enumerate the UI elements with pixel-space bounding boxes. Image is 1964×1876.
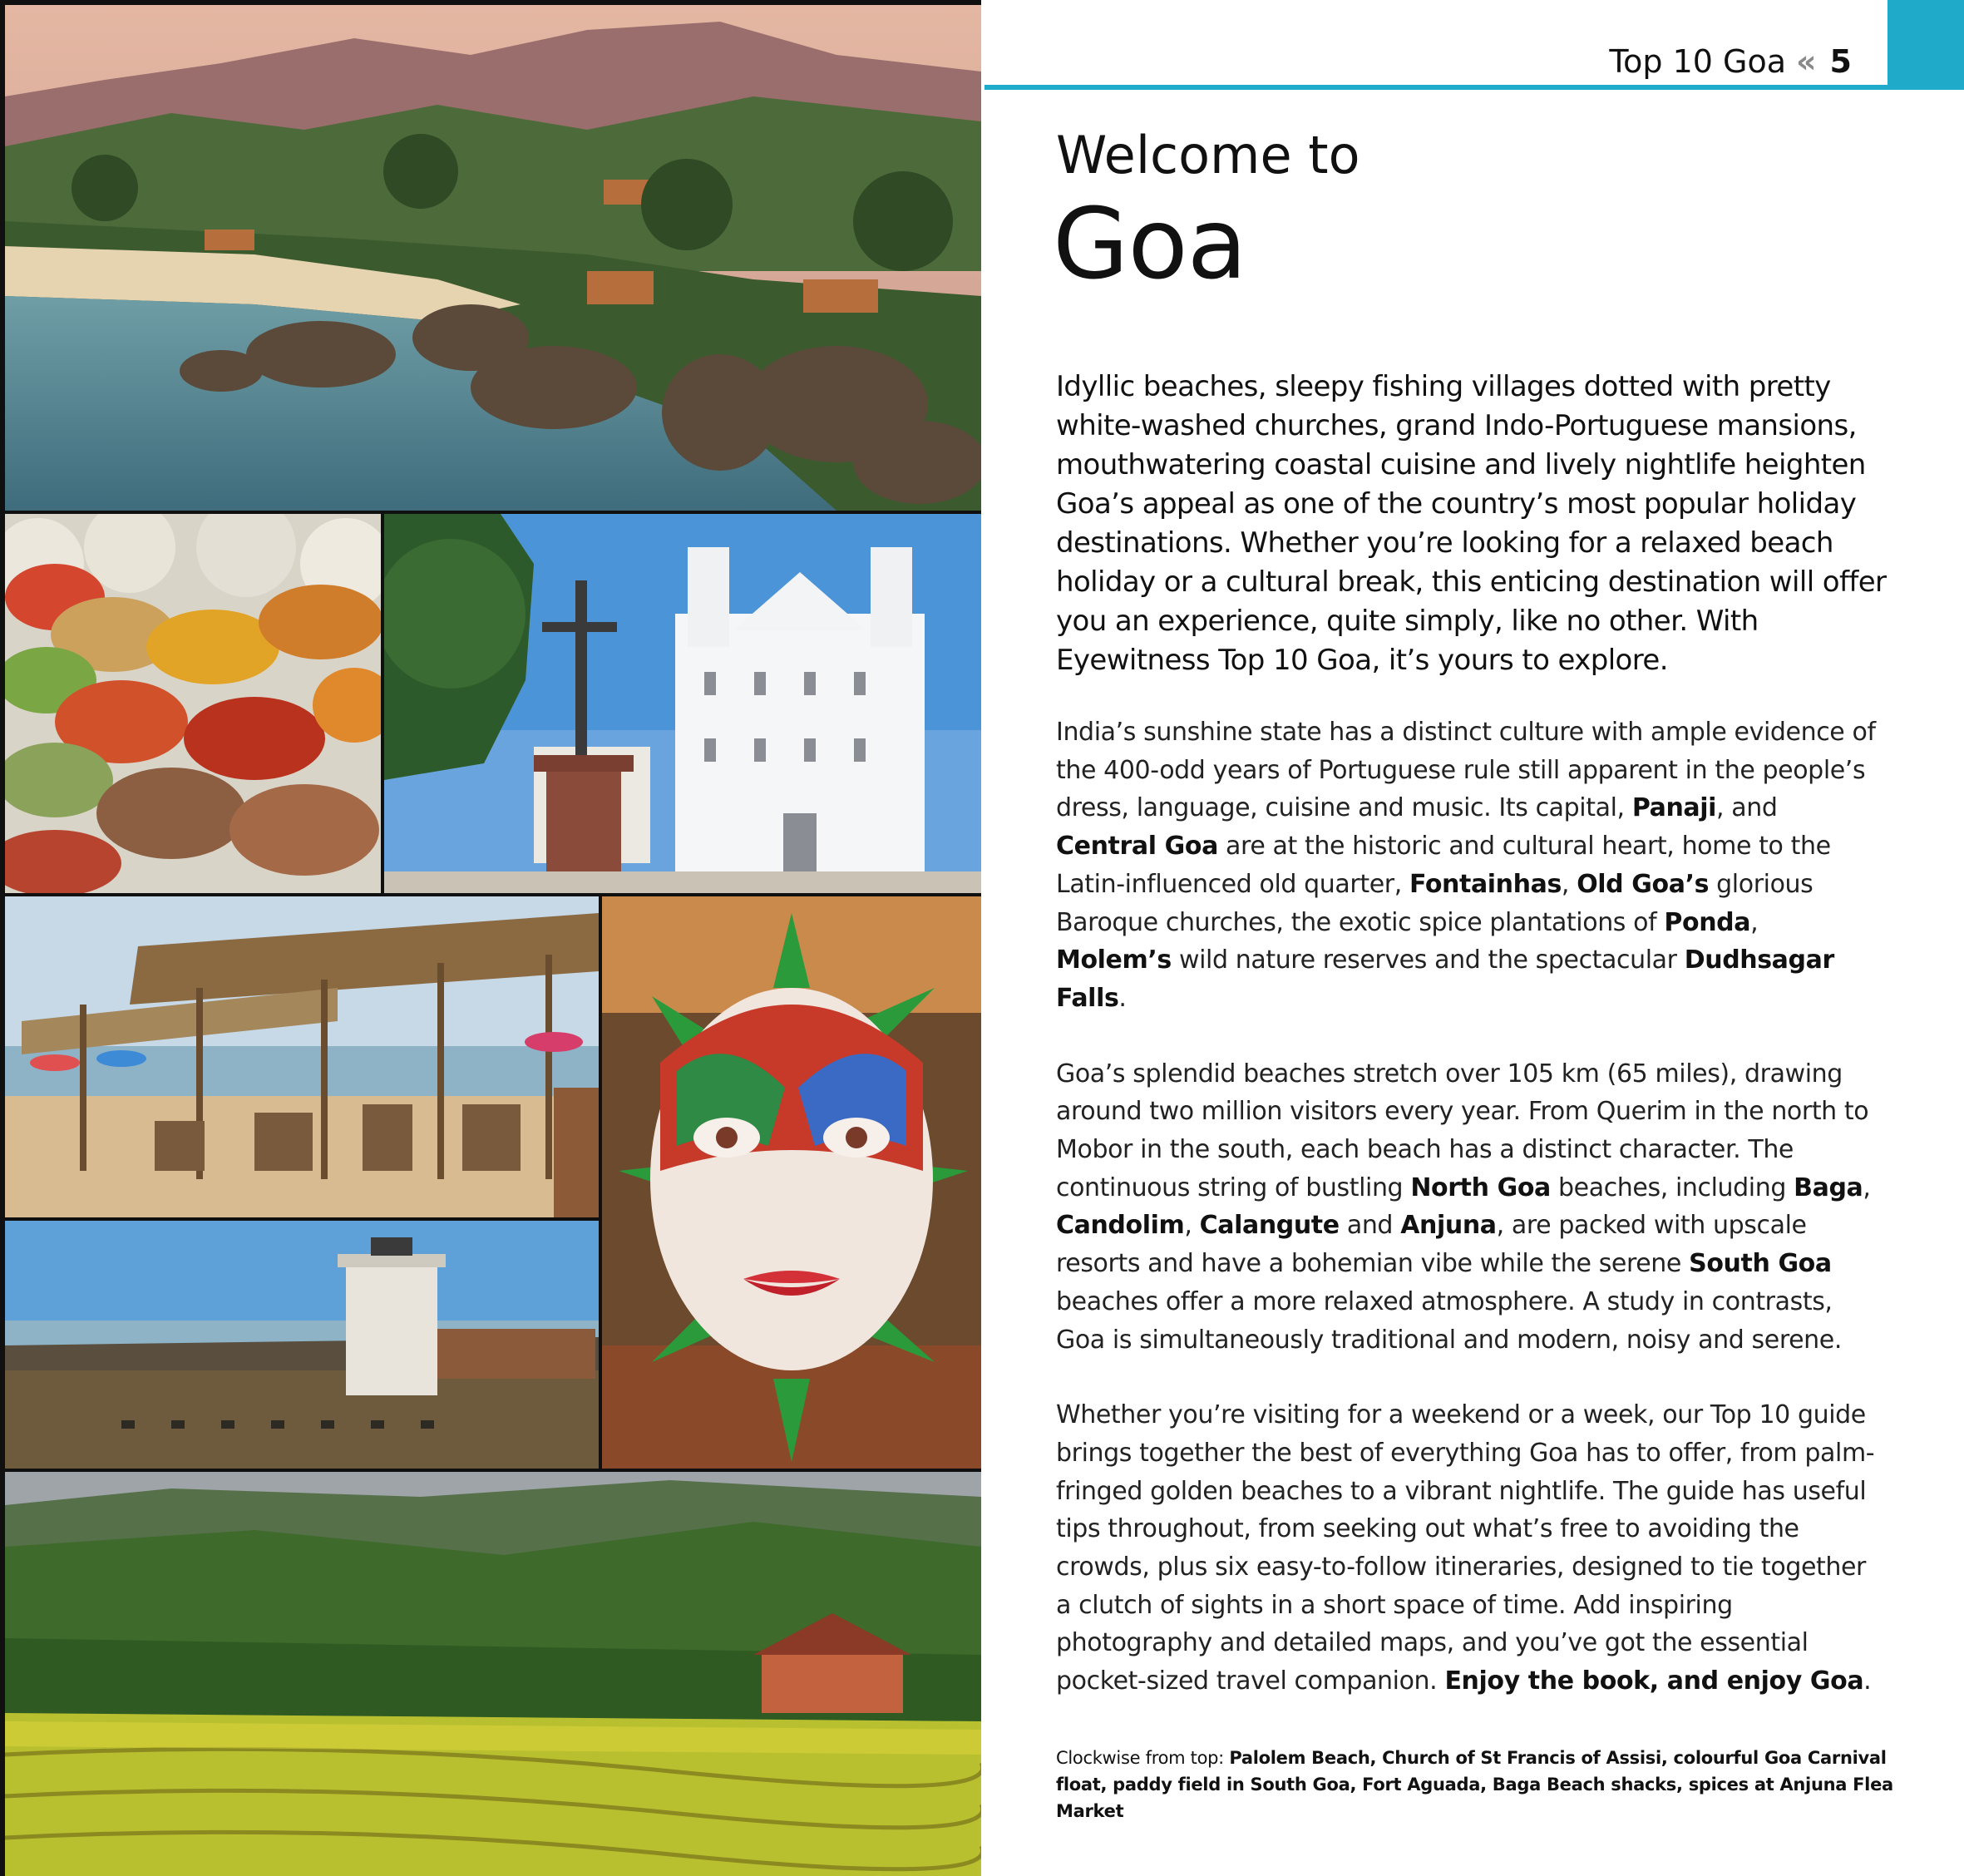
highlighted-place-name: Central Goa — [1056, 832, 1218, 861]
fort-aguada-photo — [5, 1221, 599, 1469]
body-text-run: . — [1863, 1666, 1872, 1696]
header-rule — [984, 85, 1964, 90]
body-text-run: , and — [1716, 793, 1778, 823]
running-head — [1609, 43, 1852, 80]
highlighted-place-name: Baga — [1794, 1172, 1863, 1202]
body-paragraph-3 — [1056, 1396, 1879, 1701]
running-head-title: Top 10 Goa — [1609, 43, 1786, 80]
highlighted-place-name: Enjoy the book, and enjoy Goa — [1444, 1666, 1864, 1696]
body-text-run: are at the historic and cultural heart, home to the Latin-influenced old quarter, — [1056, 832, 1831, 899]
body-paragraph-2 — [1056, 1055, 1879, 1360]
paddy-field-photo — [5, 1472, 981, 1876]
page-number: 5 — [1829, 43, 1852, 80]
highlighted-place-name: Old Goa’s — [1577, 869, 1710, 899]
body-text-run: , — [1863, 1172, 1871, 1202]
body-paragraph-1 — [1056, 713, 1879, 1018]
body-text-run: beaches offer a more relaxed atmosphere. A study in contrasts, Goa is simultaneously traditional and modern, noisy and serene. — [1056, 1286, 1842, 1355]
highlighted-place-name: Ponda — [1664, 907, 1751, 937]
highlighted-place-name: North Goa — [1410, 1172, 1551, 1202]
intro-paragraph — [1056, 368, 1904, 680]
palolem-beach-photo — [5, 5, 981, 511]
chevron-left-icon: « — [1795, 43, 1813, 80]
body-text-run: glorious Baroque churches, the exotic spice plantations of — [1056, 869, 1813, 937]
highlighted-place-name: Anjuna — [1400, 1211, 1497, 1241]
spices-photo — [5, 514, 381, 893]
body-text-run: Whether you’re visiting for a weekend or a week, our Top 10 guide brings together the best of everything Goa has to offer, from palm-fringed golden beaches to a vibrant nightlife. The guide has useful tips throughout, from seeking out what’s free to avoiding the crowds, plus six easy-to-follow itineraries, designed to tie together a clutch of sights in a short space of time. Add inspiring photography and detailed maps, and you’ve got the essential pocket-sized travel companion. — [1056, 1400, 1875, 1696]
highlighted-place-name: South Goa — [1689, 1249, 1832, 1279]
highlighted-place-name: Panaji — [1631, 793, 1717, 823]
body-text-run: , — [1184, 1211, 1200, 1241]
highlighted-place-name: Fontainhas — [1409, 869, 1562, 899]
photo-caption — [1056, 1745, 1912, 1824]
body-text-run: beaches, including — [1550, 1172, 1794, 1202]
title-welcome: Welcome to — [1056, 125, 1360, 185]
body-text-run: , — [1750, 907, 1759, 937]
body-text-run: . — [1118, 983, 1127, 1013]
highlighted-place-name: Candolim — [1056, 1211, 1185, 1241]
body-text-run: India’s sunshine state has a distinct culture with ample evidence of the 400-odd years of Portuguese rule still apparent in the people’s dress, language, cuisine and music. Its capital, — [1056, 718, 1876, 823]
header-tab — [1888, 0, 1964, 90]
photo-collage — [0, 0, 981, 1876]
carnival-float-photo — [602, 896, 981, 1469]
intro-text: Idyllic beaches, sleepy fishing villages dotted with pretty white-washed churches, grand Indo-Portuguese mansions, mouthwatering coastal cuisine and lively nightlife heighten Goa’s appeal as one of the country’s most popular holiday destinations. Whether you’re looking for a relaxed beach holiday or a cultural break, this enticing destination will offer you an experience, quite simply, like no other. With Eyewitness Top 10 Goa, it’s yours to explore. — [1056, 370, 1887, 677]
church-photo — [384, 514, 981, 893]
caption-lead: Clockwise from top: — [1056, 1748, 1230, 1768]
body-text-run: , — [1561, 869, 1577, 899]
highlighted-place-name: Molem’s — [1056, 945, 1172, 975]
highlighted-place-name: Dudhsagar Falls — [1056, 945, 1834, 1013]
body-text-run: Goa’s splendid beaches stretch over 105 km (65 miles), drawing around two million visitors every year. From Querim in the north to Mobor in the south, each beach has a distinct character. The continuous string of bustling — [1056, 1059, 1869, 1202]
body-text — [1056, 713, 1879, 1738]
caption-items: Palolem Beach, Church of St Francis of Assisi, colourful Goa Carnival float, paddy field in South Goa, Fort Aguada, Baga Beach shacks, spices at Anjuna Flea Market — [1056, 1748, 1893, 1821]
baga-beach-shacks-photo — [5, 896, 599, 1217]
body-text-run: and — [1339, 1211, 1401, 1241]
body-text-run: , are packed with upscale resorts and have a bohemian vibe while the serene — [1056, 1211, 1807, 1279]
title-place: Goa — [1053, 186, 1246, 301]
body-text-run: wild nature reserves and the spectacular — [1171, 945, 1685, 975]
highlighted-place-name: Calangute — [1199, 1211, 1340, 1241]
